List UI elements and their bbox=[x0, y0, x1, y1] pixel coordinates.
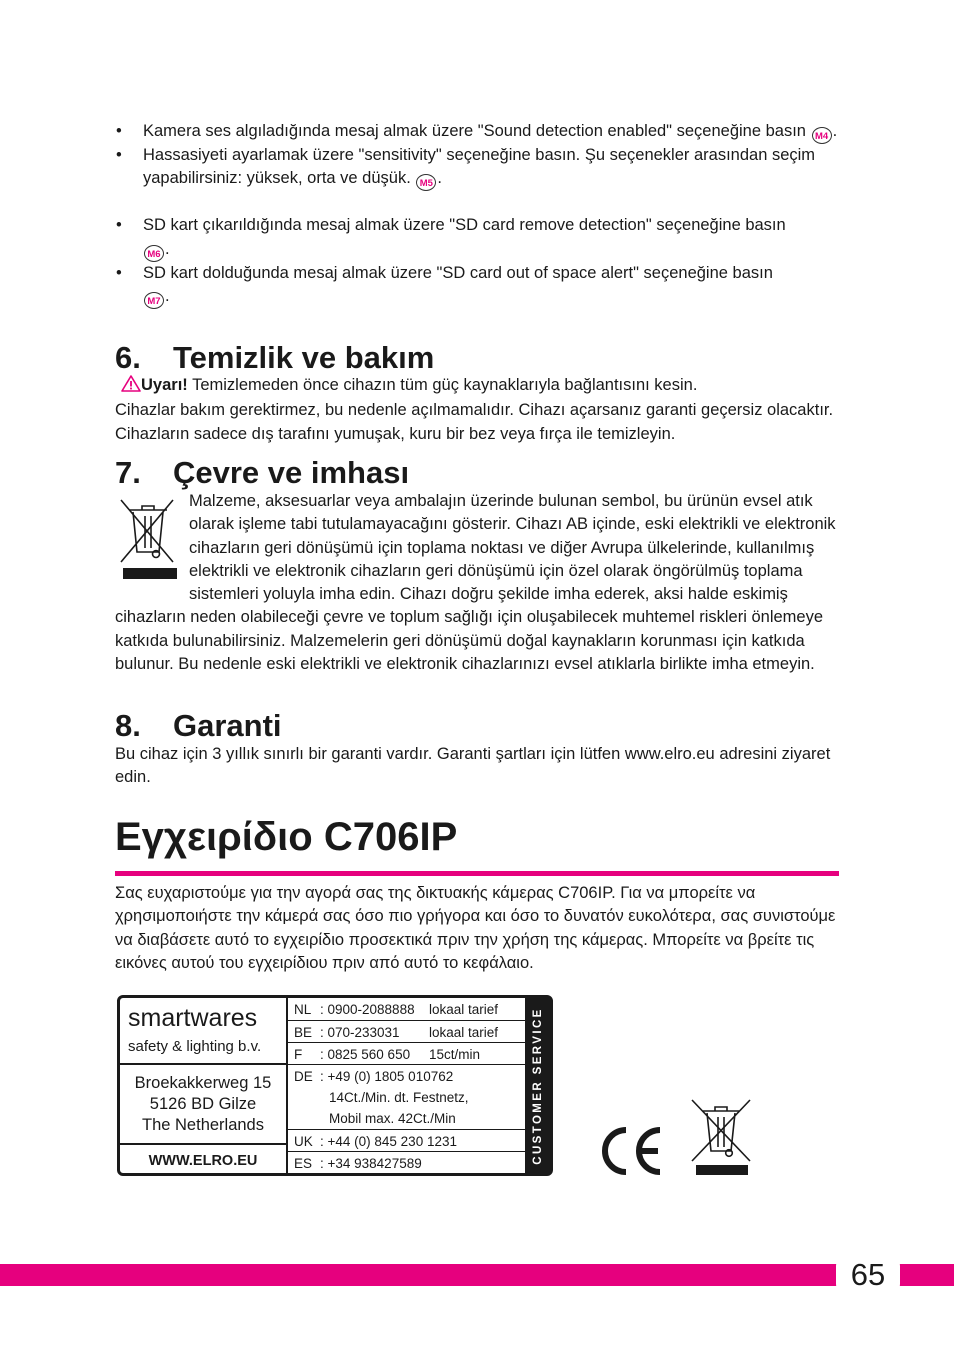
list-item: • Hassasiyeti ayarlamak üzere "sensitivity" seçeneğine basın. Şu seçenekler arasından seçim yapabilirsiniz: yüksek, orta ve düşük. M5 . bbox=[115, 144, 840, 191]
section-heading-cleaning: 6. Temizlik ve bakım bbox=[115, 340, 435, 375]
cleaning-text: Uyarı! Temizlemeden önce cihazın tüm güç kaynaklarıyla bağlantısını kesin. Cihazlar bakım gerektirmez, bu nedenle açılmamalıdır. Cihazı açarsanız garanti geçersiz olacaktır. Cihazların sadece dış tarafını yumuşak, kuru bir bez veya fırça ile temizleyin. bbox=[115, 376, 834, 443]
website-link[interactable]: WWW.ELRO.EU bbox=[148, 1153, 258, 1169]
divider bbox=[120, 1063, 286, 1065]
contact-row: BE : 070-233031 lokaal tarief bbox=[288, 1021, 528, 1043]
weee-bin-icon bbox=[115, 490, 183, 584]
page-number: 65 bbox=[836, 1256, 900, 1294]
weee-bin-icon bbox=[690, 1095, 752, 1182]
divider bbox=[120, 1143, 286, 1145]
section-heading-environment: 7. Çevre ve imhası bbox=[115, 455, 410, 490]
contact-row: ES : +34 938427589 bbox=[294, 1156, 422, 1171]
customer-service-card bbox=[117, 995, 553, 1176]
warning-label: Uyarı! bbox=[141, 376, 188, 394]
service-numbers bbox=[288, 998, 528, 1173]
contact-row: F : 0825 560 650 15ct/min bbox=[288, 1043, 528, 1065]
step-badge: M5 bbox=[416, 174, 436, 191]
greek-intro-text: Σας ευχαριστούμε για την αγορά σας της δικτυακής κάμερας C706IP. Για να μπορείτε να χρησιμοποιήστε την κάμερά σας όσο πιο γρήγορα και όσο το δυνατόν ευκολότερα, σας συνιστούμε να διαβάσετε αυτό το εγχειρίδιο προσεκτικά πριν την χρήση της κάμερας. Μπορείτε να βρείτε τις εικόνες αυτού του εγχειρίδιου πριν από αυτό το κεφάλαιο. bbox=[115, 884, 836, 972]
brand-logo: smartwares bbox=[128, 1004, 258, 1032]
step-badge: M6 bbox=[144, 245, 164, 262]
title-divider bbox=[115, 871, 839, 876]
list-item: • SD kart dolduğunda mesaj almak üzere "SD card out of space alert" seçeneğine basın M7 . bbox=[115, 262, 840, 309]
company-info bbox=[120, 998, 288, 1173]
customer-service-band: CUSTOMER SERVICE bbox=[525, 998, 550, 1173]
warning-icon bbox=[121, 375, 141, 399]
manual-title: Εγχειρίδιο C706IP bbox=[115, 815, 458, 859]
list-item: • SD kart çıkarıldığında mesaj almak üzere "SD card remove detection" seçeneğine basın M6 . bbox=[115, 214, 840, 261]
contact-row: DE : +49 (0) 1805 010762 14Ct./Min. dt. Festnetz, Mobil max. 42Ct./Min bbox=[288, 1065, 528, 1130]
company-address: Broekakkerweg 15 5126 BD Gilze The Netherlands bbox=[134, 1074, 272, 1134]
cleaning-body: Cihazlar bakım gerektirmez, bu nedenle açılmamalıdır. Cihazı açarsanız garanti geçersiz olacaktır. Cihazların sadece dış tarafını yumuşak, kuru bir bez veya fırça ile temizleyin. bbox=[115, 401, 834, 443]
notification-settings-list bbox=[115, 120, 840, 309]
ce-mark-icon bbox=[598, 1126, 664, 1181]
contact-row: UK : +44 (0) 845 230 1231 bbox=[288, 1130, 528, 1152]
step-badge: M7 bbox=[144, 292, 164, 309]
list-item: • Kamera ses algıladığında mesaj almak üzere "Sound detection enabled" seçeneğine basın M4 . bbox=[115, 120, 840, 144]
footer-bar bbox=[0, 1264, 954, 1286]
step-badge: M4 bbox=[812, 127, 832, 144]
warranty-text: Bu cihaz için 3 yıllık sınırlı bir garanti vardır. Garanti şartları için lütfen www.elro.eu adresini ziyaret edin. bbox=[115, 745, 831, 787]
contact-row: NL : 0900-2088888 lokaal tarief bbox=[288, 998, 528, 1021]
section-heading-warranty: 8. Garanti bbox=[115, 708, 282, 743]
brand-subtitle: safety & lighting b.v. bbox=[128, 1038, 262, 1055]
environment-text: Malzeme, aksesuarlar veya ambalajın üzerinde bulunan sembol, bu ürünün evsel atık olarak işleme tabi tutulamayacağını gösterir. Cihazı AB içinde, eski elektrikli ve elektronik cihazların geri dönüşümü için toplama noktası ve diğer Avrupa ülkelerinde, kullanılmış elektrikli ve elektronik cihazların geri dönüşümü için özel olarak öngörülmüş toplama sistemleri yoluyla imha edin. Cihazı doğru şekilde imha ederek, aksi halde eskimiş cihazların neden olabileceği çevre ve toplum sağlığı için oluşabilecek muhtemel riskleri önlemeye katkıda bulunabilirsiniz. Malzemelerin geri dönüşümü doğal kaynakların korunması için katkıda bulunur. Bu nedenle eski elektrikli ve elektronik cihazlarınızı evsel atıklarla birlikte imha etmeyin. bbox=[115, 492, 836, 674]
